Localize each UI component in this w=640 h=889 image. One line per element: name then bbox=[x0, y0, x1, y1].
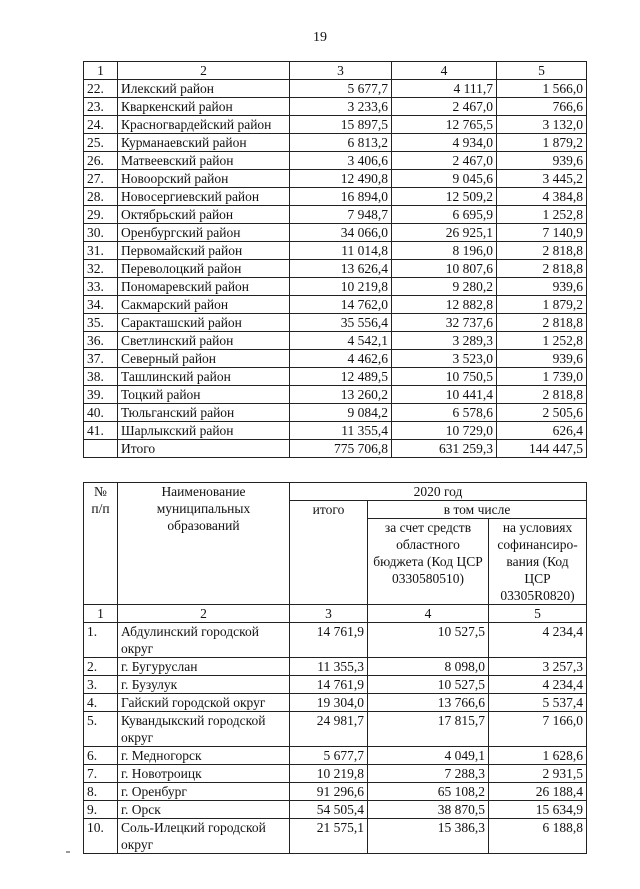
header-total: итого bbox=[290, 501, 368, 605]
row-total: 10 219,8 bbox=[290, 278, 392, 296]
row-value: 26 925,1 bbox=[392, 224, 497, 242]
row-value: 2 818,8 bbox=[497, 260, 587, 278]
row-total: 4 462,6 bbox=[290, 350, 392, 368]
row-value: 2 818,8 bbox=[497, 314, 587, 332]
table-row bbox=[84, 98, 587, 116]
row-number: 35. bbox=[84, 314, 118, 332]
row-value: 26 188,4 bbox=[489, 783, 587, 801]
row-value: 3 257,3 bbox=[489, 658, 587, 676]
row-name: Светлинский район bbox=[118, 332, 290, 350]
row-number: 23. bbox=[84, 98, 118, 116]
row-value: 5 537,4 bbox=[489, 694, 587, 712]
row-total: 24 981,7 bbox=[290, 712, 368, 747]
table-cities bbox=[83, 482, 587, 854]
row-value: 8 098,0 bbox=[368, 658, 489, 676]
row-number: 2. bbox=[84, 658, 118, 676]
row-total: 54 505,4 bbox=[290, 801, 368, 819]
table-row bbox=[84, 783, 587, 801]
table-header-row bbox=[84, 605, 587, 623]
row-name: Курманаевский район bbox=[118, 134, 290, 152]
row-value: 2 818,8 bbox=[497, 386, 587, 404]
row-value: 144 447,5 bbox=[497, 440, 587, 458]
row-name: Переволоцкий район bbox=[118, 260, 290, 278]
table-row bbox=[84, 623, 587, 658]
table-row bbox=[84, 386, 587, 404]
row-name: Итого bbox=[118, 440, 290, 458]
col-header: 1 bbox=[84, 605, 118, 623]
row-value: 17 815,7 bbox=[368, 712, 489, 747]
table-row bbox=[84, 170, 587, 188]
row-value: 1 879,2 bbox=[497, 134, 587, 152]
row-value: 939,6 bbox=[497, 152, 587, 170]
table-row bbox=[84, 368, 587, 386]
row-number: 27. bbox=[84, 170, 118, 188]
col-header: 4 bbox=[368, 605, 489, 623]
row-value: 6 578,6 bbox=[392, 404, 497, 422]
row-name: Тоцкий район bbox=[118, 386, 290, 404]
row-value: 38 870,5 bbox=[368, 801, 489, 819]
row-total: 4 542,1 bbox=[290, 332, 392, 350]
row-total: 14 761,9 bbox=[290, 623, 368, 658]
row-value: 15 634,9 bbox=[489, 801, 587, 819]
header-year: 2020 год bbox=[290, 483, 587, 501]
row-total: 11 355,4 bbox=[290, 422, 392, 440]
row-total: 21 575,1 bbox=[290, 819, 368, 854]
table-row bbox=[84, 404, 587, 422]
row-value: 12 765,5 bbox=[392, 116, 497, 134]
row-name: г. Бузулук bbox=[118, 676, 290, 694]
table-row bbox=[84, 152, 587, 170]
row-value: 10 527,5 bbox=[368, 623, 489, 658]
table-header-row bbox=[84, 483, 587, 501]
row-value: 3 132,0 bbox=[497, 116, 587, 134]
row-name: Матвеевский район bbox=[118, 152, 290, 170]
row-value: 2 467,0 bbox=[392, 98, 497, 116]
row-total: 11 355,3 bbox=[290, 658, 368, 676]
row-number: 24. bbox=[84, 116, 118, 134]
row-number: 39. bbox=[84, 386, 118, 404]
row-value: 3 445,2 bbox=[497, 170, 587, 188]
row-value: 6 695,9 bbox=[392, 206, 497, 224]
row-value: 2 931,5 bbox=[489, 765, 587, 783]
table-row bbox=[84, 188, 587, 206]
row-name: г. Бугуруслан bbox=[118, 658, 290, 676]
row-name: Тюльганский район bbox=[118, 404, 290, 422]
header-including: в том числе bbox=[368, 501, 587, 519]
row-name: Октябрьский район bbox=[118, 206, 290, 224]
table-row bbox=[84, 819, 587, 854]
row-value: 10 441,4 bbox=[392, 386, 497, 404]
table-row bbox=[84, 314, 587, 332]
row-total: 3 233,6 bbox=[290, 98, 392, 116]
header-number: № п/п bbox=[84, 483, 118, 605]
row-value: 13 766,6 bbox=[368, 694, 489, 712]
row-total: 14 762,0 bbox=[290, 296, 392, 314]
row-total: 34 066,0 bbox=[290, 224, 392, 242]
row-name: г. Новотроицк bbox=[118, 765, 290, 783]
row-total: 35 556,4 bbox=[290, 314, 392, 332]
row-number: 34. bbox=[84, 296, 118, 314]
table-row bbox=[84, 242, 587, 260]
col-header: 4 bbox=[392, 62, 497, 80]
row-value: 1 739,0 bbox=[497, 368, 587, 386]
row-value: 1 628,6 bbox=[489, 747, 587, 765]
page-number: 19 bbox=[313, 30, 327, 45]
table-row bbox=[84, 694, 587, 712]
row-name: Сакмарский район bbox=[118, 296, 290, 314]
row-total: 3 406,6 bbox=[290, 152, 392, 170]
header-name: Наименование муниципальных образований bbox=[118, 483, 290, 605]
table-row bbox=[84, 765, 587, 783]
table-row bbox=[84, 80, 587, 98]
row-total: 14 761,9 bbox=[290, 676, 368, 694]
row-value: 9 280,2 bbox=[392, 278, 497, 296]
row-value: 1 566,0 bbox=[497, 80, 587, 98]
row-value: 4 234,4 bbox=[489, 623, 587, 658]
row-total: 775 706,8 bbox=[290, 440, 392, 458]
row-number: 25. bbox=[84, 134, 118, 152]
table-row bbox=[84, 747, 587, 765]
row-value: 7 288,3 bbox=[368, 765, 489, 783]
row-value: 2 467,0 bbox=[392, 152, 497, 170]
row-name: г. Орск bbox=[118, 801, 290, 819]
row-total: 16 894,0 bbox=[290, 188, 392, 206]
row-number: 4. bbox=[84, 694, 118, 712]
row-value: 65 108,2 bbox=[368, 783, 489, 801]
row-number: 9. bbox=[84, 801, 118, 819]
row-value: 10 807,6 bbox=[392, 260, 497, 278]
row-number: 5. bbox=[84, 712, 118, 747]
header-cofinancing: на условиях софинансиро-вания (Код ЦСР 03305R0820) bbox=[489, 519, 587, 605]
row-number: 29. bbox=[84, 206, 118, 224]
row-value: 4 384,8 bbox=[497, 188, 587, 206]
row-number: 37. bbox=[84, 350, 118, 368]
row-value: 1 879,2 bbox=[497, 296, 587, 314]
row-number: 22. bbox=[84, 80, 118, 98]
scan-mark bbox=[66, 851, 70, 853]
row-total: 13 626,4 bbox=[290, 260, 392, 278]
row-number: 38. bbox=[84, 368, 118, 386]
col-header: 3 bbox=[290, 62, 392, 80]
row-value: 626,4 bbox=[497, 422, 587, 440]
row-value: 3 523,0 bbox=[392, 350, 497, 368]
row-value: 7 140,9 bbox=[497, 224, 587, 242]
row-number: 8. bbox=[84, 783, 118, 801]
table-row bbox=[84, 676, 587, 694]
row-name: Кваркенский район bbox=[118, 98, 290, 116]
row-name: г. Медногорск bbox=[118, 747, 290, 765]
row-number: 3. bbox=[84, 676, 118, 694]
row-number: 10. bbox=[84, 819, 118, 854]
row-number: 30. bbox=[84, 224, 118, 242]
row-name: Новосергиевский район bbox=[118, 188, 290, 206]
row-number: 6. bbox=[84, 747, 118, 765]
row-total: 5 677,7 bbox=[290, 747, 368, 765]
row-value: 9 045,6 bbox=[392, 170, 497, 188]
table-row bbox=[84, 350, 587, 368]
row-value: 4 234,4 bbox=[489, 676, 587, 694]
row-total: 7 948,7 bbox=[290, 206, 392, 224]
row-name: Пономаревский район bbox=[118, 278, 290, 296]
row-name: Абдулинский городской округ bbox=[118, 623, 290, 658]
table-row bbox=[84, 260, 587, 278]
row-number bbox=[84, 440, 118, 458]
row-name: г. Оренбург bbox=[118, 783, 290, 801]
table-row bbox=[84, 712, 587, 747]
col-header: 3 bbox=[290, 605, 368, 623]
row-value: 4 049,1 bbox=[368, 747, 489, 765]
row-number: 7. bbox=[84, 765, 118, 783]
table-row bbox=[84, 134, 587, 152]
table-districts bbox=[83, 61, 587, 458]
row-total: 5 677,7 bbox=[290, 80, 392, 98]
table-row bbox=[84, 206, 587, 224]
table-row bbox=[84, 332, 587, 350]
row-value: 32 737,6 bbox=[392, 314, 497, 332]
table-row bbox=[84, 278, 587, 296]
row-name: Саракташский район bbox=[118, 314, 290, 332]
row-value: 4 111,7 bbox=[392, 80, 497, 98]
col-header: 2 bbox=[118, 62, 290, 80]
row-value: 6 188,8 bbox=[489, 819, 587, 854]
row-total: 12 490,8 bbox=[290, 170, 392, 188]
row-value: 15 386,3 bbox=[368, 819, 489, 854]
header-regional-budget: за счет средств областного бюджета (Код ЦСР 0330580510) bbox=[368, 519, 489, 605]
row-name: Гайский городской округ bbox=[118, 694, 290, 712]
row-total: 6 813,2 bbox=[290, 134, 392, 152]
table-row bbox=[84, 658, 587, 676]
row-name: Илекский район bbox=[118, 80, 290, 98]
row-total: 19 304,0 bbox=[290, 694, 368, 712]
row-value: 1 252,8 bbox=[497, 206, 587, 224]
row-name: Северный район bbox=[118, 350, 290, 368]
row-name: Ташлинский район bbox=[118, 368, 290, 386]
row-value: 1 252,8 bbox=[497, 332, 587, 350]
row-value: 4 934,0 bbox=[392, 134, 497, 152]
row-value: 10 750,5 bbox=[392, 368, 497, 386]
row-value: 766,6 bbox=[497, 98, 587, 116]
row-value: 10 729,0 bbox=[392, 422, 497, 440]
table-row bbox=[84, 801, 587, 819]
row-value: 2 505,6 bbox=[497, 404, 587, 422]
row-number: 33. bbox=[84, 278, 118, 296]
table-header-row bbox=[84, 62, 587, 80]
row-name: Новоорский район bbox=[118, 170, 290, 188]
row-total: 91 296,6 bbox=[290, 783, 368, 801]
row-name: Первомайский район bbox=[118, 242, 290, 260]
table-row bbox=[84, 440, 587, 458]
row-value: 12 509,2 bbox=[392, 188, 497, 206]
row-value: 12 882,8 bbox=[392, 296, 497, 314]
row-name: Кувандыкский городской округ bbox=[118, 712, 290, 747]
row-value: 8 196,0 bbox=[392, 242, 497, 260]
row-number: 31. bbox=[84, 242, 118, 260]
row-value: 7 166,0 bbox=[489, 712, 587, 747]
col-header: 5 bbox=[497, 62, 587, 80]
row-name: Оренбургский район bbox=[118, 224, 290, 242]
col-header: 2 bbox=[118, 605, 290, 623]
row-total: 13 260,2 bbox=[290, 386, 392, 404]
table-row bbox=[84, 422, 587, 440]
row-value: 2 818,8 bbox=[497, 242, 587, 260]
row-value: 939,6 bbox=[497, 350, 587, 368]
row-total: 9 084,2 bbox=[290, 404, 392, 422]
table-row bbox=[84, 224, 587, 242]
table-row bbox=[84, 116, 587, 134]
table-row bbox=[84, 296, 587, 314]
row-number: 40. bbox=[84, 404, 118, 422]
row-total: 15 897,5 bbox=[290, 116, 392, 134]
row-name: Красногвардейский район bbox=[118, 116, 290, 134]
row-value: 10 527,5 bbox=[368, 676, 489, 694]
row-number: 41. bbox=[84, 422, 118, 440]
row-total: 10 219,8 bbox=[290, 765, 368, 783]
row-name: Шарлыкский район bbox=[118, 422, 290, 440]
row-total: 11 014,8 bbox=[290, 242, 392, 260]
row-value: 939,6 bbox=[497, 278, 587, 296]
row-number: 36. bbox=[84, 332, 118, 350]
row-number: 1. bbox=[84, 623, 118, 658]
row-total: 12 489,5 bbox=[290, 368, 392, 386]
col-header: 5 bbox=[489, 605, 587, 623]
row-name: Соль-Илецкий городской округ bbox=[118, 819, 290, 854]
row-number: 26. bbox=[84, 152, 118, 170]
row-value: 631 259,3 bbox=[392, 440, 497, 458]
row-number: 32. bbox=[84, 260, 118, 278]
row-number: 28. bbox=[84, 188, 118, 206]
row-value: 3 289,3 bbox=[392, 332, 497, 350]
col-header: 1 bbox=[84, 62, 118, 80]
